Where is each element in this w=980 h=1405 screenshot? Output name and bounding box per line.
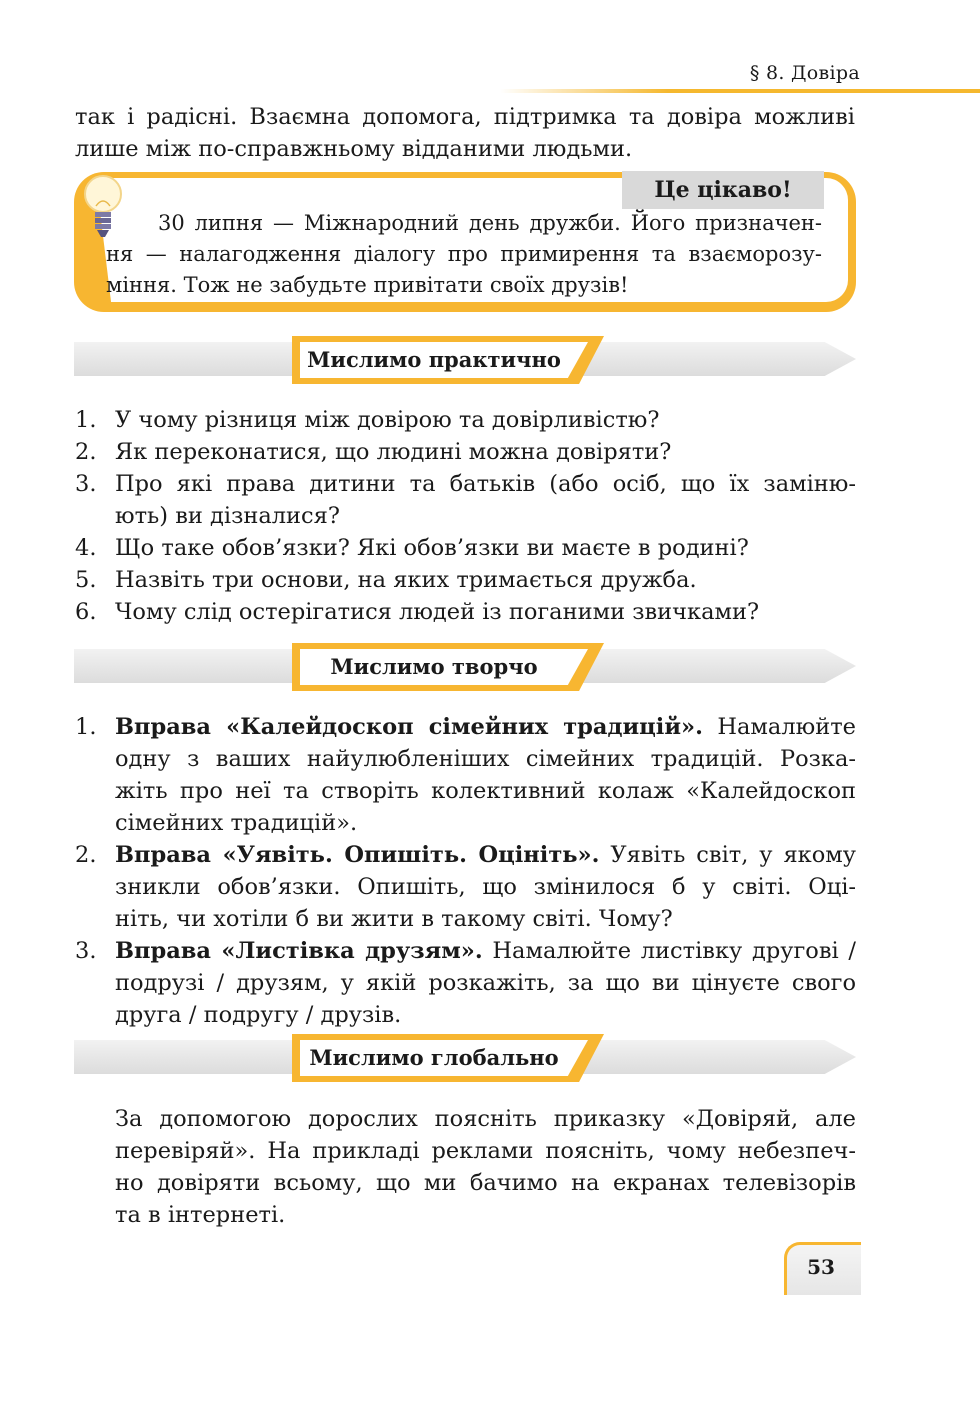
- list-item: [75, 711, 856, 839]
- list-item: [75, 935, 856, 1031]
- interesting-line: 30 липня — Міжнародний день дружби. Його призначен-: [158, 211, 822, 235]
- section-banner-creative: [74, 643, 856, 695]
- item-line: Про які права дитини та батьків (або осіб, що їх заміню-: [115, 471, 856, 497]
- interesting-line: ня — налагодження діалогу про примирення та взаєморозу-: [106, 242, 822, 266]
- list-item: [75, 404, 856, 436]
- list-item: [75, 468, 856, 532]
- item-line: Назвіть три основи, на яких тримається дружба.: [115, 567, 697, 593]
- exercise-title: Вправа «Уявіть. Опишіть. Оцініть».: [115, 842, 600, 868]
- header-rule: [500, 89, 980, 93]
- item-first-line: [115, 935, 856, 967]
- intro-line: лише між по-справжньому відданими людьми.: [75, 136, 633, 162]
- section-title-creative: Мислимо творчо: [330, 654, 538, 679]
- global-line: та в інтернеті.: [115, 1202, 286, 1228]
- interesting-title: Це цікаво!: [654, 177, 792, 203]
- page-number: 53: [807, 1255, 835, 1279]
- item-line: подрузі / друзям, у якій розкажіть, за що ви цінуєте свого: [115, 970, 856, 996]
- item-number: 2.: [75, 842, 97, 868]
- section-title-global: Мислимо глобально: [309, 1045, 559, 1070]
- item-first-line-rest: Намалюйте листівку другові /: [482, 938, 857, 964]
- interesting-text: [106, 208, 822, 301]
- exercise-title: Вправа «Калейдоскоп сімейних традицій».: [115, 714, 703, 740]
- list-item: [75, 596, 856, 628]
- item-line: друга / подругу / друзів.: [115, 1002, 402, 1028]
- item-number: 5.: [75, 567, 97, 593]
- global-line: перевіряй». На прикладі реклами поясніть, чому небезпеч-: [115, 1138, 856, 1164]
- item-first-line: [115, 839, 856, 871]
- item-number: 1.: [75, 407, 97, 433]
- interesting-line: міння. Тож не забудьте привітати своїх друзів!: [106, 273, 629, 297]
- item-line: ніть, чи хотіли б ви жити в такому світі. Чому?: [115, 906, 673, 932]
- item-first-line-rest: Намалюйте: [702, 714, 856, 740]
- list-item: [75, 436, 856, 468]
- global-line: но довіряти всьому, що ми бачимо на екранах телевізорів: [115, 1170, 856, 1196]
- list-item: [75, 564, 856, 596]
- item-line: ють) ви дізналися?: [115, 503, 340, 529]
- creative-exercise-list: [75, 711, 856, 1031]
- running-head: § 8. Довіра: [749, 62, 860, 84]
- item-line: У чому різниця між довірою та довірливістю?: [115, 407, 660, 433]
- item-number: 3.: [75, 938, 97, 964]
- item-first-line: [115, 711, 856, 743]
- item-number: 3.: [75, 471, 97, 497]
- intro-line: так і радісні. Взаємна допомога, підтримка та довіра можливі: [75, 104, 855, 130]
- item-number: 1.: [75, 714, 97, 740]
- list-item: [75, 532, 856, 564]
- list-item: [75, 839, 856, 935]
- item-line: жіть про неї та створіть колективний колаж «Калейдоскоп: [115, 778, 856, 804]
- item-line: Чому слід остерігатися людей із поганими звичками?: [115, 599, 760, 625]
- item-line: одну з ваших найулюбленіших сімейних традицій. Розка-: [115, 746, 856, 772]
- section-banner-practical: [74, 336, 856, 388]
- item-line: сімейних традицій».: [115, 810, 358, 836]
- exercise-title: Вправа «Листівка друзям».: [115, 938, 483, 964]
- item-line: Що таке обов’язки? Які обов’язки ви маєте в родині?: [115, 535, 749, 561]
- global-line: За допомогою дорослих поясніть приказку «Довіряй, але: [115, 1106, 856, 1132]
- global-paragraph: [115, 1103, 856, 1231]
- item-number: 2.: [75, 439, 97, 465]
- section-banner-global: [74, 1034, 856, 1086]
- item-number: 6.: [75, 599, 97, 625]
- section-title-practical: Мислимо практично: [307, 347, 561, 372]
- intro-paragraph: [75, 101, 855, 165]
- item-line: Як переконатися, що людині можна довіряти?: [115, 439, 672, 465]
- item-line: зникли обов’язки. Опишіть, що змінилося б у світі. Оці-: [115, 874, 856, 900]
- practical-question-list: [75, 404, 856, 628]
- item-number: 4.: [75, 535, 97, 561]
- item-first-line-rest: Уявіть світ, у якому: [599, 842, 857, 868]
